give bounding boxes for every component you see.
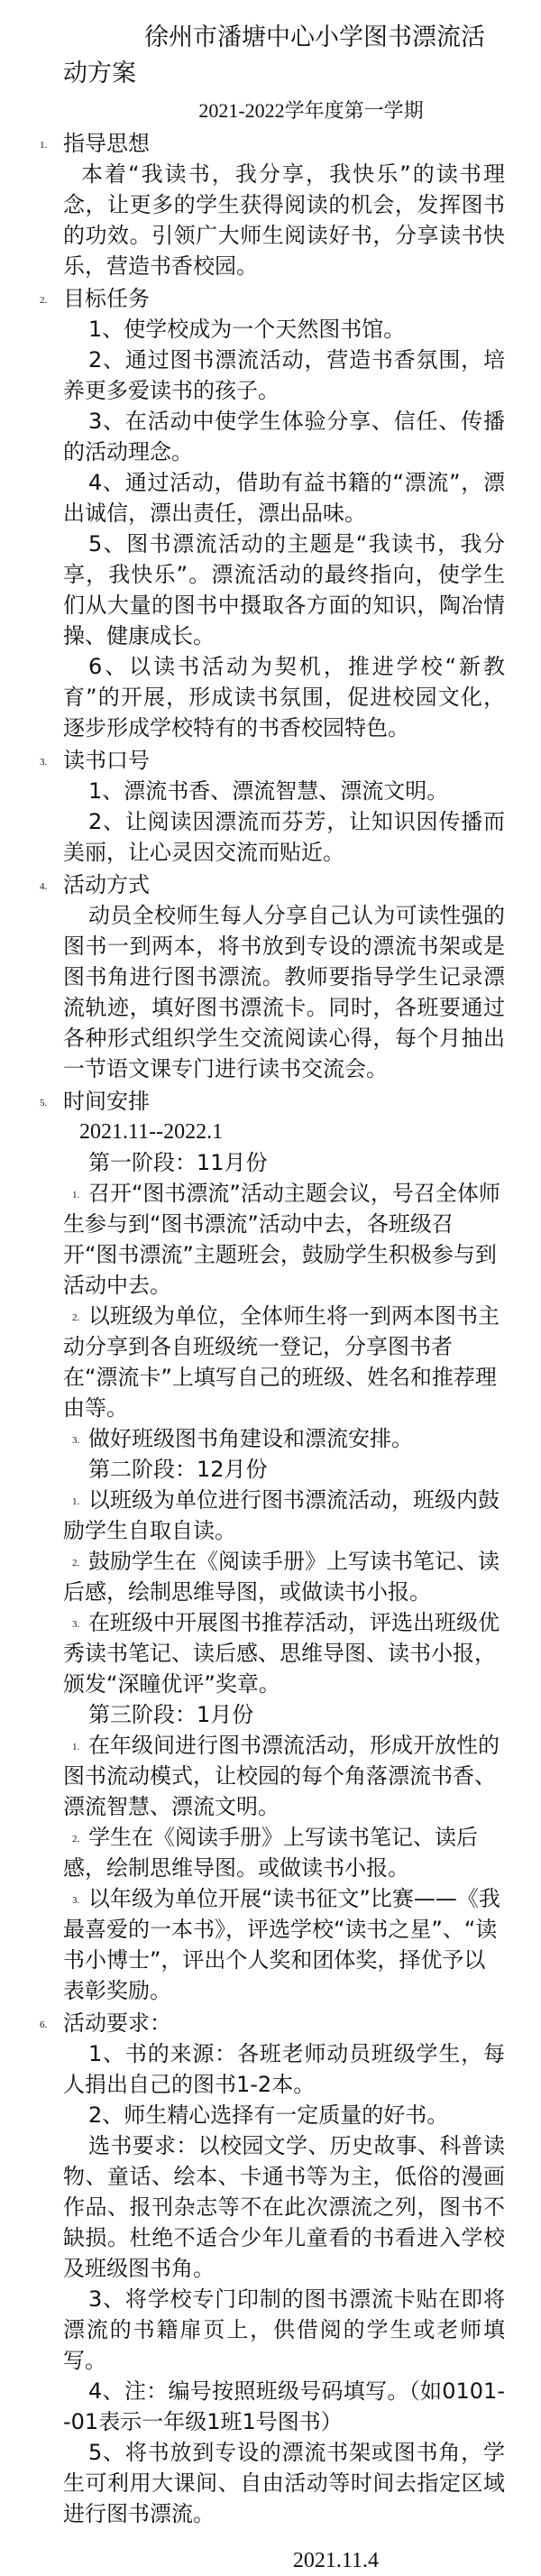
signature-date: 2021.11.4 (292, 2549, 379, 2572)
date-range: 2021.11--2022.1 (79, 1120, 224, 1144)
document-subtitle: 2021-2022学年度第一学期 (198, 99, 424, 122)
item-number: 3. (72, 1895, 80, 1906)
section-number: 1. (40, 140, 48, 151)
list-item: 4、注：编号按照班级号码填写。（如0101--01表示一年级1班1号图书） (63, 2378, 505, 2434)
section-title: 读书口号 (63, 748, 150, 773)
list-item: 2、通过图书漂流活动，营造书香氛围，培养更多爱读书的孩子。 (63, 347, 505, 403)
section-number: 6. (40, 2019, 48, 2030)
list-item: 2、师生精心选择有一定质量的好书。 (88, 2102, 449, 2128)
item-number: 1. (72, 1742, 80, 1753)
item-text: 在班级中开展图书推荐活动，评选出班级优秀读书笔记、读后感、思维导图、读书小报，颁发“深瞳优评”奖章。 (63, 1610, 500, 1697)
stage-item (63, 1178, 505, 1301)
stage-heading-2: 第二阶段：12月份 (88, 1457, 268, 1482)
stage-item (63, 1607, 505, 1699)
list-item: 2、让阅读因漂流而芬芳，让知识因传播而美丽，让心灵因交流而贴近。 (63, 809, 505, 865)
section-heading-3 (40, 745, 505, 776)
stage-heading-1: 第一阶段：11月份 (88, 1150, 268, 1175)
section-heading-2 (40, 283, 505, 314)
section-heading-4 (40, 869, 505, 900)
stage-item (63, 1822, 505, 1883)
section-number: 4. (40, 881, 48, 892)
stage-heading-3: 第三阶段：1月份 (88, 1702, 254, 1727)
stage-item (63, 1546, 505, 1607)
item-number: 3. (72, 1435, 80, 1446)
item-text: 召开“图书漂流”活动主题会议，号召全体师生参与到“图书漂流”活动中去，各班级召开“图书漂流”主题班会，鼓励学生积极参与到活动中去。 (63, 1181, 500, 1298)
section-heading-1 (40, 128, 505, 159)
stage-item (63, 1883, 505, 2006)
item-number: 1. (72, 1496, 80, 1507)
item-text: 鼓励学生在《阅读手册》上写读书笔记、读后感，绘制思维导图，或做读书小报。 (63, 1549, 500, 1605)
item-text: 学生在《阅读手册》上写读书笔记、读后感，绘制思维导图。或做读书小报。 (63, 1825, 478, 1881)
list-item: 4、通过活动，借助有益书籍的“漂流”，漂出诚信，漂出责任，漂出品味。 (63, 470, 505, 526)
section-number: 3. (40, 757, 48, 768)
document-title: 徐州市潘塘中心小学图书漂流活动方案 (63, 23, 485, 87)
stage-item (63, 1301, 505, 1423)
item-text: 做好班级图书角建设和漂流安排。 (88, 1426, 413, 1451)
item-number: 3. (72, 1619, 80, 1630)
section-number: 2. (40, 295, 48, 306)
section-title: 指导思想 (63, 131, 150, 156)
stage-item (63, 1730, 505, 1822)
item-text: 以班级为单位进行图书漂流活动，班级内鼓励学生自取自读。 (63, 1487, 500, 1543)
item-text: 以年级为单位开展“读书征文”比赛——《我最喜爱的一本书》，评选学校“读书之星”、“读书小博士”，评出个人奖和团体奖，择优予以表彰奖励。 (63, 1886, 500, 2003)
item-number: 2. (72, 1558, 80, 1569)
section-title: 时间安排 (63, 1089, 150, 1114)
item-text: 以班级为单位，全体师生将一到两本图书主动分享到各自班级统一登记，分享图书者在“漂流卡”上填写自己的班级、姓名和推荐理由等。 (63, 1303, 500, 1421)
section-number: 5. (40, 1098, 48, 1109)
section-heading-5 (40, 1086, 505, 1117)
paragraph: 动员全校师生每人分享自己认为可读性强的图书一到两本，将书放到专设的漂流书架或是图书角进行图书漂流。教师要指导学生记录漂流轨迹，填好图书漂流卡。同时，各班要通过各种形式组织学生交流阅读心得，每个月抽出一节语文课专门进行读书交流会。 (63, 903, 505, 1081)
section-title: 目标任务 (63, 286, 150, 311)
list-item: 5、将书放到专设的漂流书架或图书角，学生可利用大课间、自由活动等时间去指定区域进行图书漂流。 (63, 2440, 505, 2526)
section-heading-6 (40, 2008, 505, 2038)
list-item: 选书要求：以校园文学、历史故事、科普读物、童话、绘本、卡通书等为主，低俗的漫画作品、报刊杂志等不在此次漂流之列，图书不缺损。杜绝不适合少年儿童看的书看进入学校及班级图书角。 (63, 2133, 505, 2281)
list-item: 5、图书漂流活动的主题是“我读书，我分享，我快乐”。漂流活动的最终指向，使学生们从大量的图书中摄取各方面的知识，陶冶情操、健康成长。 (63, 531, 505, 649)
section-title: 活动方式 (63, 872, 150, 897)
item-number: 2. (72, 1834, 80, 1845)
item-number: 1. (72, 1190, 80, 1201)
stage-item (63, 1423, 505, 1454)
stage-item (63, 1485, 505, 1546)
item-number: 2. (72, 1312, 80, 1323)
list-item: 1、使学校成为一个天然图书馆。 (88, 317, 406, 342)
paragraph: 本着“我读书，我分享，我快乐”的读书理念，让更多的学生获得阅读的机会，发挥图书的功效。引领广大师生阅读好书，分享读书快乐，营造书香校园。 (63, 161, 505, 279)
list-item: 1、漂流书香、漂流智慧、漂流文明。 (88, 778, 449, 804)
list-item: 3、在活动中使学生体验分享、信任、传播的活动理念。 (63, 409, 505, 465)
section-title: 活动要求： (63, 2010, 171, 2036)
list-item: 6、以读书活动为契机，推进学校“新教育”的开展，形成读书氛围，促进校园文化，逐步形成学校特有的书香校园特色。 (63, 654, 505, 741)
item-text: 在年级间进行图书漂流活动，形成开放性的图书流动模式，让校园的每个角落漂流书香、漂流智慧、漂流文明。 (63, 1733, 500, 1819)
list-item: 3、将学校专门印制的图书漂流卡贴在即将漂流的书籍扉页上，供借阅的学生或老师填写。 (63, 2286, 505, 2373)
list-item: 1、书的来源：各班老师动员班级学生，每人捐出自己的图书1-2本。 (63, 2041, 505, 2097)
